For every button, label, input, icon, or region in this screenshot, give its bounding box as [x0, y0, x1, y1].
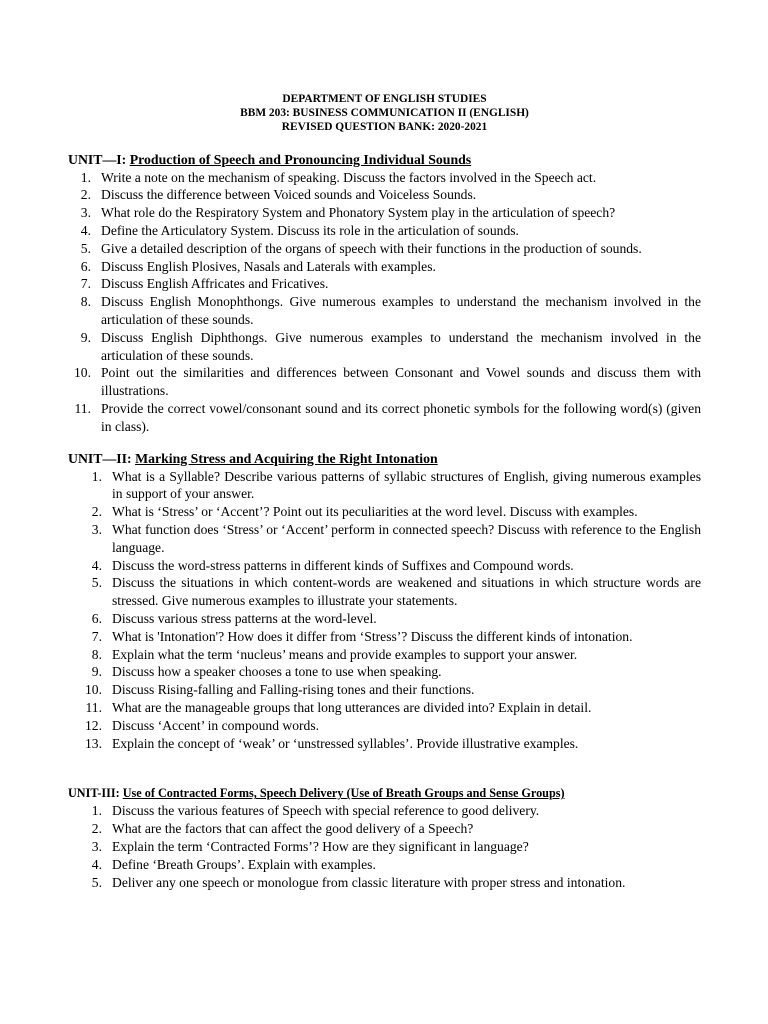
question-text: What is 'Intonation'? How does it differ from ‘Stress’? Discuss the different kinds of intonation. [112, 628, 633, 644]
unit-2-heading [68, 450, 701, 468]
question-number: 2. [91, 821, 102, 837]
question-number: 3. [91, 838, 102, 854]
unit-1-prefix: UNIT—I: [68, 151, 130, 167]
question-number: 5. [91, 874, 102, 890]
question-text: What are the factors that can affect the good delivery of a Speech? [112, 821, 474, 837]
unit-2-section [68, 450, 701, 753]
question-text: Explain what the term ‘nucleus’ means and provide examples to support your answer. [112, 646, 578, 662]
unit-3-title: Use of Contracted Forms, Speech Delivery (Use of Breath Groups and Sense Groups) [122, 786, 565, 801]
question-item [68, 874, 701, 892]
question-number: 3. [80, 205, 91, 221]
question-number: 6. [91, 610, 102, 626]
unit-3-question-list [68, 802, 701, 891]
unit-1-question-list [68, 169, 701, 436]
question-item [68, 820, 701, 838]
question-text: What are the manageable groups that long utterances are divided into? Explain in detail. [112, 699, 592, 715]
question-text: Discuss how a speaker chooses a tone to use when speaking. [112, 664, 442, 680]
question-item [68, 293, 701, 329]
question-number: 7. [80, 276, 91, 292]
question-text: Discuss various stress patterns at the word-level. [112, 610, 377, 626]
question-number: 2. [80, 187, 91, 203]
question-text: Provide the correct vowel/consonant sound and its correct phonetic symbols for the following word(s) (given in class). [101, 400, 701, 434]
question-item [68, 646, 701, 664]
question-item [68, 802, 701, 820]
question-item [68, 204, 701, 222]
unit-3-section [68, 784, 701, 891]
question-item [68, 240, 701, 258]
question-item [68, 856, 701, 874]
question-number: 7. [91, 628, 102, 644]
question-item [68, 364, 701, 400]
question-number: 3. [91, 521, 102, 537]
question-number: 13. [85, 735, 102, 751]
question-item [68, 169, 701, 187]
question-text: Discuss Rising-falling and Falling-rising tones and their functions. [112, 682, 475, 698]
question-item [68, 717, 701, 735]
question-item [68, 400, 701, 436]
question-item [68, 329, 701, 365]
question-number: 1. [91, 468, 102, 484]
question-text: Write a note on the mechanism of speaking. Discuss the factors involved in the Speech act. [101, 169, 597, 185]
question-item [68, 699, 701, 717]
question-number: 10. [85, 682, 102, 698]
question-number: 1. [80, 169, 91, 185]
unit-3-prefix: UNIT-III: [68, 786, 123, 801]
question-item [68, 663, 701, 681]
question-text: Discuss English Diphthongs. Give numerous examples to understand the mechanism involved in the articulation of these sounds. [101, 329, 701, 363]
question-item [68, 610, 701, 628]
question-text: Explain the concept of ‘weak’ or ‘unstressed syllables’. Provide illustrative examples. [112, 735, 579, 751]
question-item [68, 503, 701, 521]
question-item [68, 681, 701, 699]
question-text: Give a detailed description of the organs of speech with their functions in the production of sounds. [101, 240, 642, 256]
unit-1-heading [68, 151, 701, 169]
question-text: Discuss the situations in which content-words are weakened and situations in which structure words are stressed. Give numerous examples to illustrate your statements. [112, 575, 701, 609]
department-title: DEPARTMENT OF ENGLISH STUDIES [282, 93, 487, 105]
question-bank-title: REVISED QUESTION BANK: 2020-2021 [281, 121, 488, 134]
question-item [68, 468, 701, 504]
question-number: 12. [85, 717, 102, 733]
document-header [68, 92, 701, 135]
question-number: 4. [91, 557, 102, 573]
question-item [68, 521, 701, 557]
question-text: Discuss ‘Accent’ in compound words. [112, 717, 320, 733]
question-number: 4. [80, 223, 91, 238]
question-number: 5. [91, 575, 102, 591]
question-item [68, 186, 701, 204]
question-item [68, 628, 701, 646]
unit-1-section [68, 151, 701, 436]
question-item [68, 258, 701, 276]
question-text: Discuss English Monophthongs. Give numerous examples to understand the mechanism involved in the articulation of these sounds. [101, 294, 701, 327]
question-text: What is a Syllable? Describe various patterns of syllabic structures of English, giving numerous examples in support of your answer. [112, 468, 701, 502]
unit-1-title: Production of Speech and Pronouncing Individual Sounds [129, 151, 472, 167]
question-text: Point out the similarities and differences between Consonant and Vowel sounds and discuss them with illustrations. [101, 365, 701, 399]
question-text: What role do the Respiratory System and Phonatory System play in the articulation of speech? [101, 205, 616, 221]
question-item [68, 275, 701, 293]
question-number: 8. [80, 294, 91, 310]
question-number: 11. [85, 699, 102, 715]
question-number: 10. [74, 365, 91, 381]
unit-2-prefix: UNIT—II: [68, 450, 136, 466]
question-item [68, 222, 701, 240]
unit-2-question-list [68, 468, 701, 753]
question-number: 8. [91, 646, 102, 662]
question-item [68, 735, 701, 753]
question-text: Discuss English Plosives, Nasals and Laterals with examples. [101, 258, 436, 274]
question-text: Explain the term ‘Contracted Forms’? How are they significant in language? [112, 838, 529, 854]
question-text: What is ‘Stress’ or ‘Accent’? Point out its peculiarities at the word level. Discuss with examples. [112, 504, 638, 520]
question-number: 2. [91, 504, 102, 520]
question-item [68, 838, 701, 856]
question-text: Discuss English Affricates and Fricatives. [101, 276, 329, 292]
question-text: Define the Articulatory System. Discuss its role in the articulation of sounds. [101, 223, 519, 238]
question-number: 9. [80, 329, 91, 345]
question-number: 4. [91, 856, 102, 872]
question-text: Discuss the word-stress patterns in different kinds of Suffixes and Compound words. [112, 557, 574, 573]
course-title: BBM 203: BUSINESS COMMUNICATION II (ENGLISH) [240, 107, 529, 120]
question-number: 11. [74, 400, 91, 416]
question-text: Define ‘Breath Groups’. Explain with examples. [112, 856, 376, 872]
question-text: Discuss the difference between Voiced sounds and Voiceless Sounds. [101, 187, 477, 203]
question-number: 5. [80, 240, 91, 256]
question-text: What function does ‘Stress’ or ‘Accent’ perform in connected speech? Discuss with reference to the English language. [112, 521, 701, 555]
unit-2-title: Marking Stress and Acquiring the Right Intonation [135, 450, 438, 466]
question-item [68, 574, 701, 610]
question-text: Discuss the various features of Speech with special reference to good delivery. [112, 803, 540, 819]
question-number: 1. [91, 803, 102, 819]
question-number: 9. [91, 664, 102, 680]
question-text: Deliver any one speech or monologue from classic literature with proper stress and intonation. [112, 874, 626, 890]
unit-3-heading [68, 784, 701, 802]
question-item [68, 557, 701, 575]
question-number: 6. [80, 258, 91, 274]
